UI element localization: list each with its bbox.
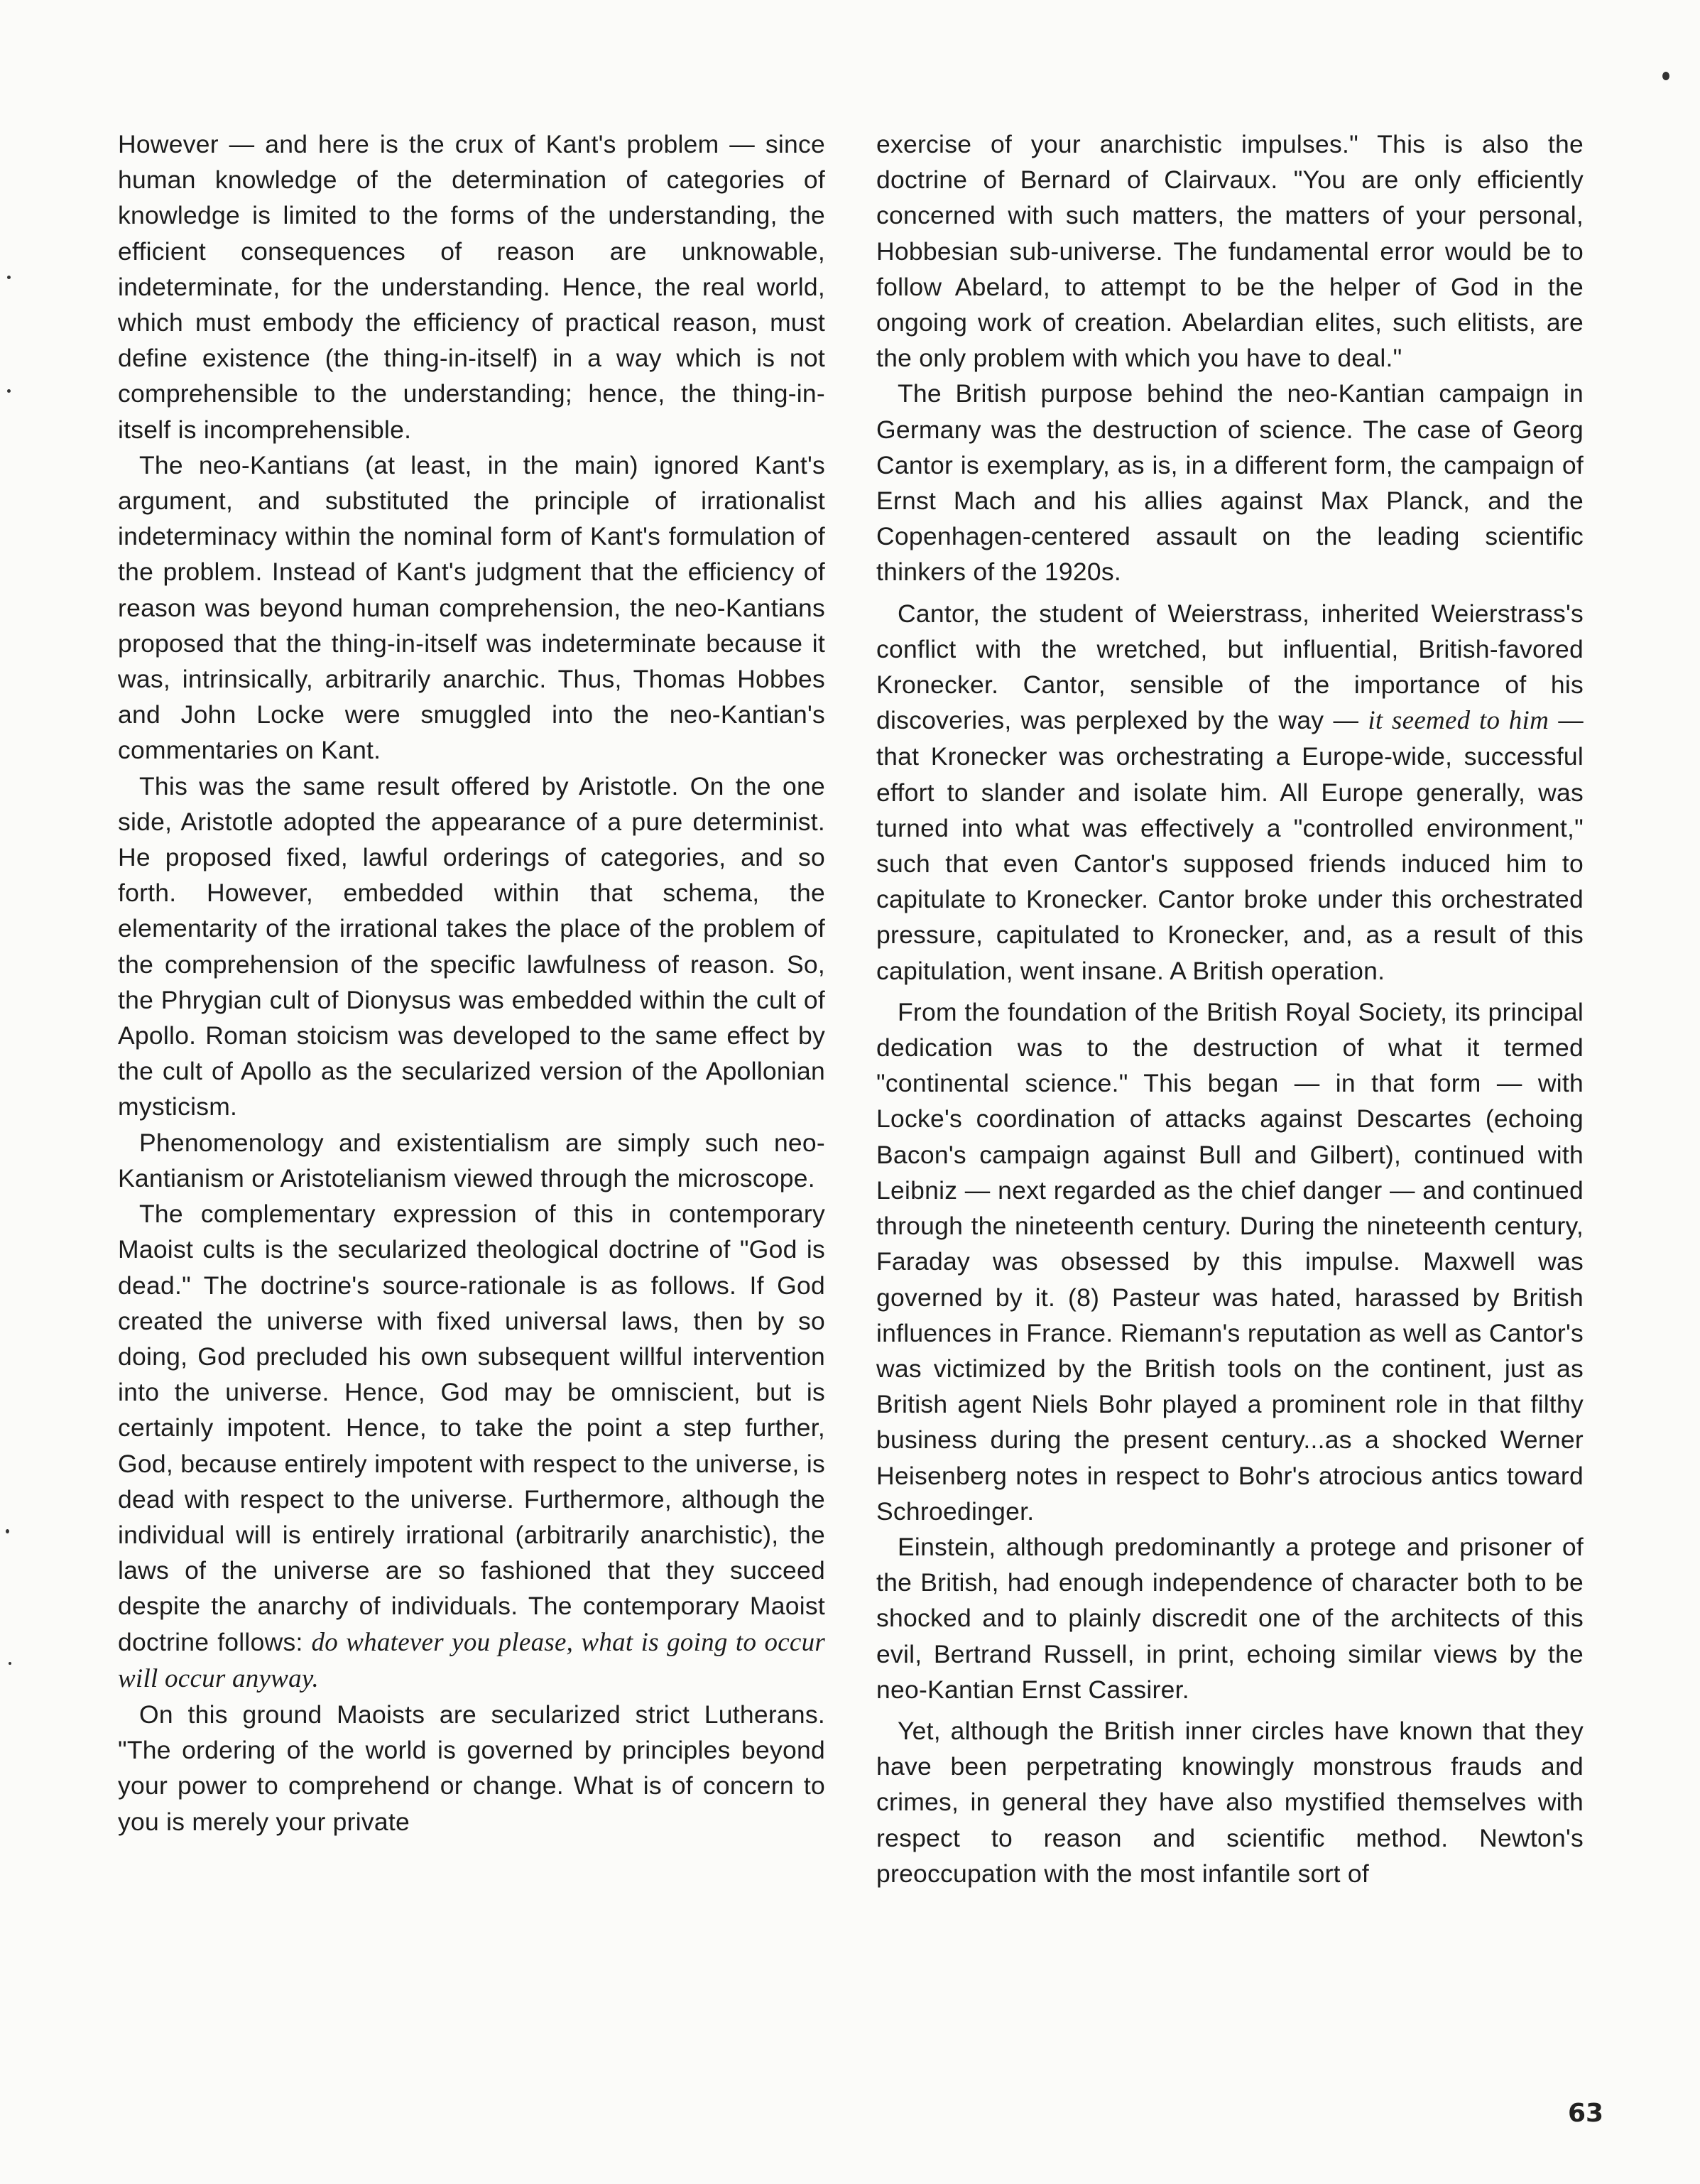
scan-speck [6,1529,9,1533]
scan-speck [1662,72,1669,80]
paragraph-royal-society: From the foundation of the British Royal Society, its principal dedication was to the destruction of what it termed "continental science." This began — in that form — with Locke's coordination of attacks against Descartes (echoing Bacon's campaign against Bull and Gilbert), continued with Leibniz — next regarded as the chief danger — and continued through the nineteenth century. During the nineteenth century, Faraday was obsessed by this impulse. Maxwell was governed by it. (8) Pasteur was hated, harassed by British influences in France. Riemann's reputation as well as Cantor's was victimized by the British tools on the continent, just as British agent Niels Bohr played a prominent role in that filthy business during the present century...as a shocked Werner Heisenberg notes in respect to Bohr's atrocious antics toward Schroedinger. [876,997,1584,1526]
paragraph-cantor [876,596,1584,989]
paragraph-british-purpose: The British purpose behind the neo-Kantian campaign in Germany was the destruction of science. The case of Georg Cantor is exemplary, as is, in a different form, the campaign of Ernst Mach and his allies against Max Planck, and the Copenhagen-centered assault on the leading scientific thinkers of the 1920s. [876,379,1584,587]
paragraph-text: Cantor, the student of Weierstrass, inherited Weierstrass's conflict with the wretched, but influential, British-favored Kronecker. Cantor, sensible of the importance of his discoveries, was perplexed by the way — [876,599,1584,735]
left-text-column [118,126,825,1840]
paragraph-einstein: Einstein, although predominantly a protege and prisoner of the British, had enough independence of character both to be shocked and to plainly discredit one of the architects of this evil, Bertrand Russell, in print, echoing similar views by the neo-Kantian Ernst Cassirer. [876,1532,1584,1704]
paragraph-kant-crux: However — and here is the crux of Kant's problem — since human knowledge of the determination of categories of knowledge is limited to the forms of the understanding, the efficient consequences of reason are unknowable, indeterminate, for the understanding. Hence, the real world, which must embody the efficiency of practical reason, must define existence (the thing-in-itself) in a way which is not comprehensible to the understanding; hence, the thing-in-itself is incomprehensible. [118,130,825,444]
paragraph-maoists-lutherans: On this ground Maoists are secularized strict Lutherans. "The ordering of the world is governed by principles beyond your power to comprehend or change. What is of concern to you is merely your private [118,1700,825,1836]
paragraph-phenomenology: Phenomenology and existentialism are simply such neo-Kantianism or Aristotelianism viewed through the microscope. [118,1128,825,1192]
paragraph-neo-kantians: The neo-Kantians (at least, in the main) ignored Kant's argument, and substituted the principle of irrationalist indeterminacy within the nominal form of Kant's formulation of the problem. Instead of Kant's judgment that the efficiency of reason was beyond human comprehension, the neo-Kantians proposed that the thing-in-itself was indeterminate because it was, intrinsically, arbitrarily anarchic. Thus, Thomas Hobbes and John Locke were smuggled into the neo-Kantian's commentaries on Kant. [118,450,825,765]
paragraph-anarchistic-impulses: exercise of your anarchistic impulses." This is also the doctrine of Bernard of Clairvaux. "You are only efficiently concerned with such matters, the matters of your personal, Hobbesian sub-universe. The fundamental error would be to follow Abelard, to attempt to be the helper of God in the ongoing work of creation. Abelardian elites, such elitists, are the only problem with which you have to deal." [876,130,1584,373]
scan-speck [9,1662,11,1665]
paragraph-text: The complementary expression of this in contemporary Maoist cults is the secularized theological doctrine of "God is dead." The doctrine's source-rationale is as follows. If God created the universe with fixed universal laws, then by so doing, God precluded his own subsequent willful intervention into the universe. Hence, God may be omniscient, but is certainly impotent. Hence, to take the point a step further, God, because entirely impotent with respect to the universe, is dead with respect to the universe. Furthermore, although the individual will is entirely irrational (arbitrarily anarchistic), the laws of the universe are so fashioned that they succeed despite the anarchy of individuals. The contemporary Maoist doctrine follows: [118,1200,825,1656]
right-text-column [876,126,1584,1891]
italic-phrase: it seemed to him [1368,706,1549,736]
paragraph-british-inner-circles: Yet, although the British inner circles have known that they have been perpetrating knowingly monstrous frauds and crimes, in general they have also mystified themselves with respect to reason and scientific method. Newton's preoccupation with the most infantile sort of [876,1716,1584,1888]
paragraph-aristotle: This was the same result offered by Aristotle. On the one side, Aristotle adopted the appearance of a pure determinist. He proposed fixed, lawful orderings of categories, and so forth. However, embedded within that schema, the elementarity of the irrational takes the place of the problem of the comprehension of the specific lawfulness of reason. So, the Phrygian cult of Dionysus was embedded within the cult of Apollo. Roman stoicism was developed to the same effect by the cult of Apollo as the secularized version of the Apollonian mysticism. [118,771,825,1121]
scan-speck [7,389,11,393]
paragraph-god-is-dead [118,1196,825,1697]
scan-speck [7,276,11,279]
italic-quote: do whatever you please, what is going to occur will occur anyway. [118,1627,825,1693]
page-number: 63 [1568,2099,1604,2128]
paragraph-text: — that Kronecker was orchestrating a Europe-wide, successful effort to slander and isolate him. All Europe generally, was turned into what was effectively a "controlled environment," such that even Cantor's supposed friends induced him to capitulate to Kronecker. Cantor broke under this orchestrated pressure, capitulated to Kronecker, and, as a result of this capitulation, went insane. A British operation. [876,706,1584,985]
